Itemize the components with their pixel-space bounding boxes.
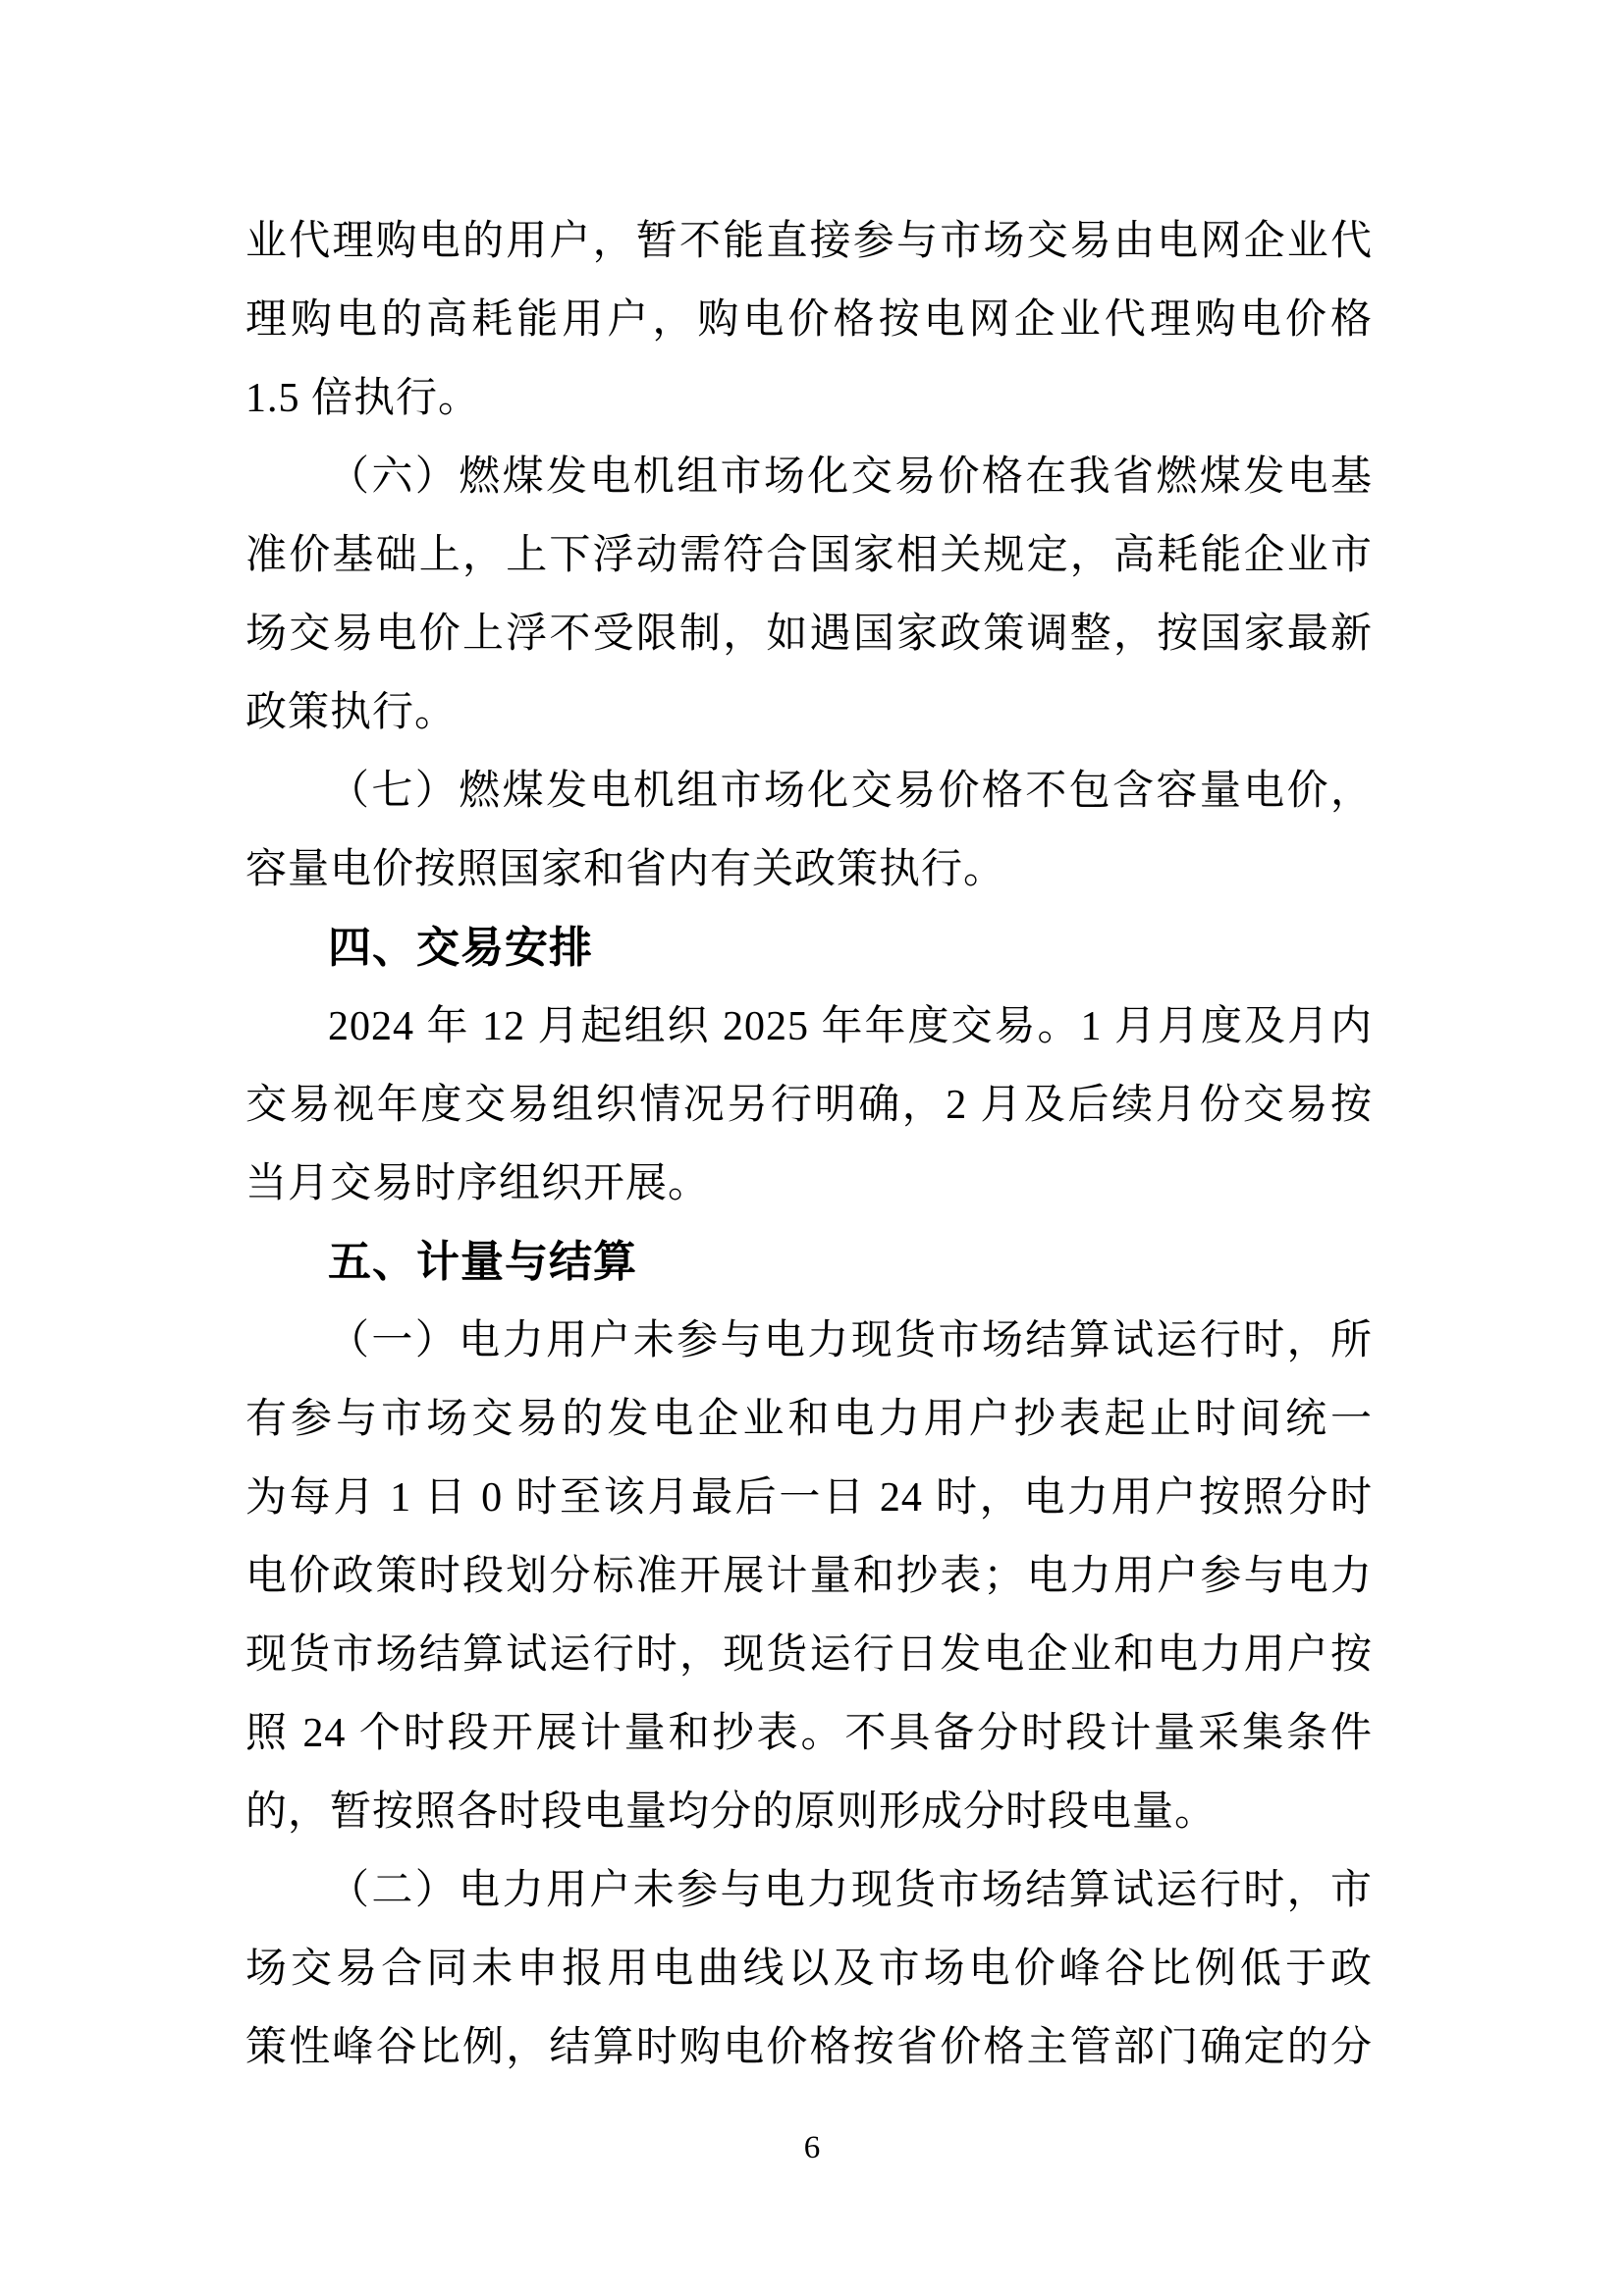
text-line: 的，暂按照各时段电量均分的原则形成分时段电量。 (245, 1789, 1218, 1835)
text-line: 有参与市场交易的发电企业和电力用户抄表起止时间统一 (245, 1397, 1373, 1442)
text-line: 交易视年度交易组织情况另行明确，2 月及后续月份交易按 (245, 1083, 1373, 1128)
text-line: 现货市场结算试运行时，现货运行日发电企业和电力用户按 (245, 1632, 1373, 1678)
text-line: 电价政策时段划分标准开展计量和抄表；电力用户参与电力 (245, 1554, 1373, 1599)
document-body (245, 202, 1373, 2087)
text-line: 容量电价按照国家和省内有关政策执行。 (245, 847, 1006, 892)
section-heading: 五、计量与结算 (328, 1238, 637, 1286)
text-line: （七）燃煤发电机组市场化交易价格不包含容量电价， (328, 769, 1373, 814)
text-line: （一）电力用户未参与电力现货市场结算试运行时，所 (328, 1318, 1373, 1363)
text-line: （二）电力用户未参与电力现货市场结算试运行时，市 (328, 1868, 1373, 1913)
text-line: 2024 年 12 月起组织 2025 年年度交易。1 月月度及月内 (328, 1004, 1373, 1049)
text-line: 场交易电价上浮不受限制，如遇国家政策调整，按国家最新 (245, 612, 1373, 657)
page-number: 6 (803, 2130, 821, 2165)
text-line: 理购电的高耗能用户，购电价格按电网企业代理购电价格 (245, 297, 1373, 343)
text-line: 准价基础上，上下浮动需符合国家相关规定，高耗能企业市 (245, 533, 1373, 578)
text-line: 策性峰谷比例，结算时购电价格按省价格主管部门确定的分 (245, 2025, 1373, 2070)
text-line: 为每月 1 日 0 时至该月最后一日 24 时，电力用户按照分时 (245, 1475, 1373, 1521)
text-line: 当月交易时序组织开展。 (245, 1161, 711, 1206)
text-line: 政策执行。 (245, 690, 458, 735)
text-line: 业代理购电的用户，暂不能直接参与市场交易由电网企业代 (245, 219, 1373, 264)
text-line: 照 24 个时段开展计量和抄表。不具备分时段计量采集条件 (245, 1711, 1373, 1756)
text-line: 场交易合同未申报用电曲线以及市场电价峰谷比例低于政 (245, 1947, 1373, 1992)
section-heading: 四、交易安排 (328, 924, 593, 972)
text-line: 1.5 倍执行。 (245, 376, 481, 421)
text-line: （六）燃煤发电机组市场化交易价格在我省燃煤发电基 (328, 454, 1373, 500)
